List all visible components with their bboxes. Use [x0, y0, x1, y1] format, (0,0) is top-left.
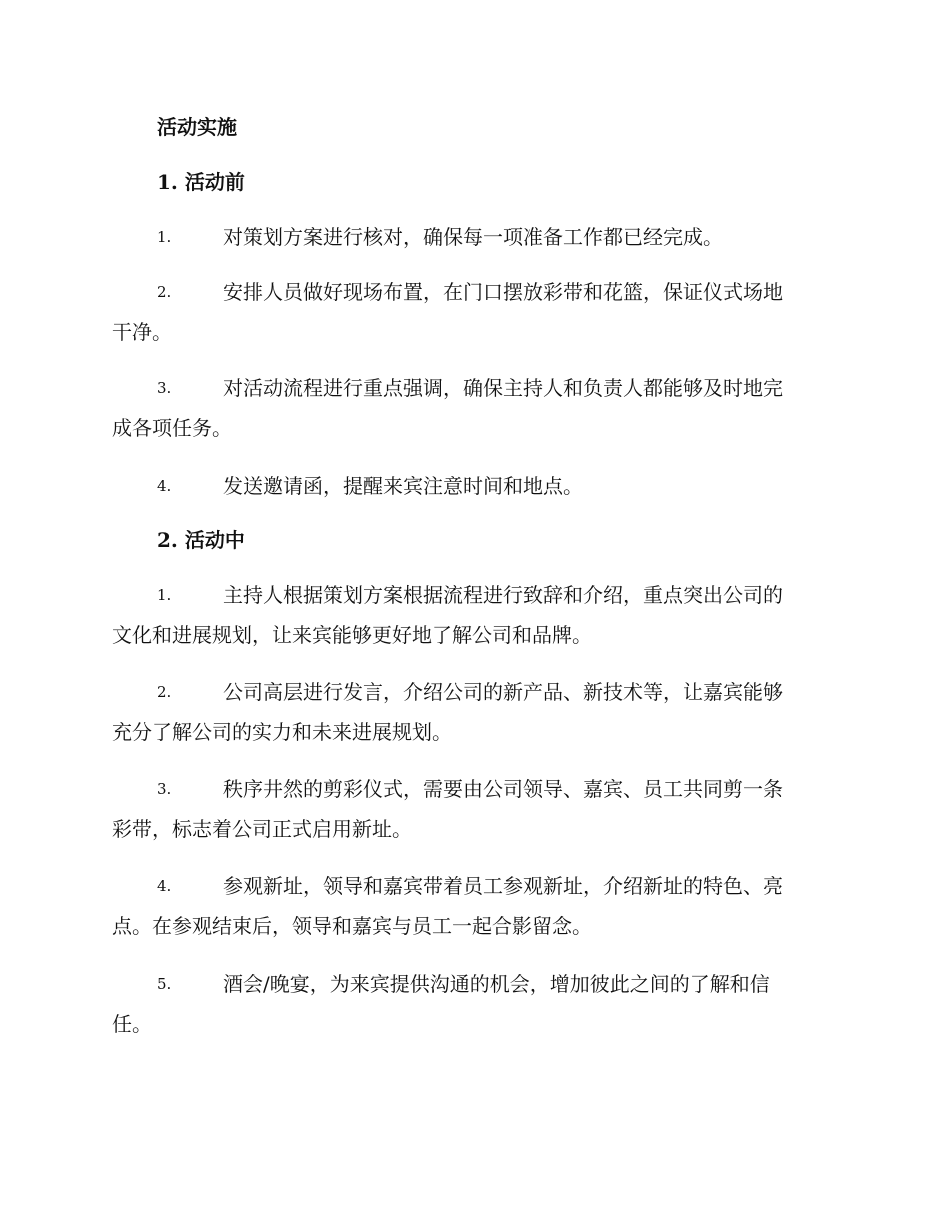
list-item-number: 1. [157, 228, 172, 246]
list-item-number: 2. [157, 283, 172, 301]
list-item [112, 466, 834, 506]
list-item-text-continued: 点。在参观结束后，领导和嘉宾与员工一起合影留念。 [112, 914, 592, 938]
list-item-number: 5. [157, 975, 172, 993]
list-item-number: 1. [157, 586, 172, 604]
list-item-text-continued: 成各项任务。 [112, 416, 232, 440]
list-item [112, 769, 834, 849]
list-item-text: 发送邀请函，提醒来宾注意时间和地点。 [223, 474, 583, 498]
list-item [112, 866, 834, 946]
list-item [112, 272, 834, 352]
list-item [112, 964, 834, 1044]
list-item-text-continued: 充分了解公司的实力和未来进展规划。 [112, 720, 452, 744]
list-item-text-continued: 彩带，标志着公司正式启用新址。 [112, 817, 412, 841]
section-title: 活动实施 [157, 115, 237, 139]
list-item [112, 575, 834, 655]
list-item-number: 2. [157, 683, 172, 701]
subsection-title-during: 2. 活动中 [157, 528, 245, 552]
subsection-title-before: 1. 活动前 [157, 170, 245, 194]
list-item-text: 对活动流程进行重点强调，确保主持人和负责人都能够及时地完 [223, 376, 783, 400]
list-item-number: 4. [157, 877, 172, 895]
list-item-text-continued: 文化和进展规划，让来宾能够更好地了解公司和品牌。 [112, 623, 592, 647]
list-item-text: 安排人员做好现场布置，在门口摆放彩带和花篮，保证仪式场地 [223, 280, 783, 304]
list-item-text: 秩序井然的剪彩仪式，需要由公司领导、嘉宾、员工共同剪一条 [223, 777, 783, 801]
document-page [112, 0, 834, 1230]
list-item-text: 公司高层进行发言，介绍公司的新产品、新技术等，让嘉宾能够 [223, 680, 783, 704]
list-item [112, 368, 834, 448]
list-item [112, 217, 834, 257]
list-item-text: 主持人根据策划方案根据流程进行致辞和介绍，重点突出公司的 [223, 583, 783, 607]
list-item [112, 672, 834, 752]
list-item-number: 3. [157, 379, 172, 397]
list-item-text-continued: 干净。 [112, 320, 172, 344]
list-item-text: 酒会/晚宴，为来宾提供沟通的机会，增加彼此之间的了解和信 [223, 972, 770, 996]
list-item-text: 对策划方案进行核对，确保每一项准备工作都已经完成。 [223, 225, 723, 249]
list-item-number: 3. [157, 780, 172, 798]
list-item-number: 4. [157, 477, 172, 495]
list-item-text-continued: 任。 [112, 1012, 152, 1036]
list-item-text: 参观新址，领导和嘉宾带着员工参观新址，介绍新址的特色、亮 [223, 874, 783, 898]
